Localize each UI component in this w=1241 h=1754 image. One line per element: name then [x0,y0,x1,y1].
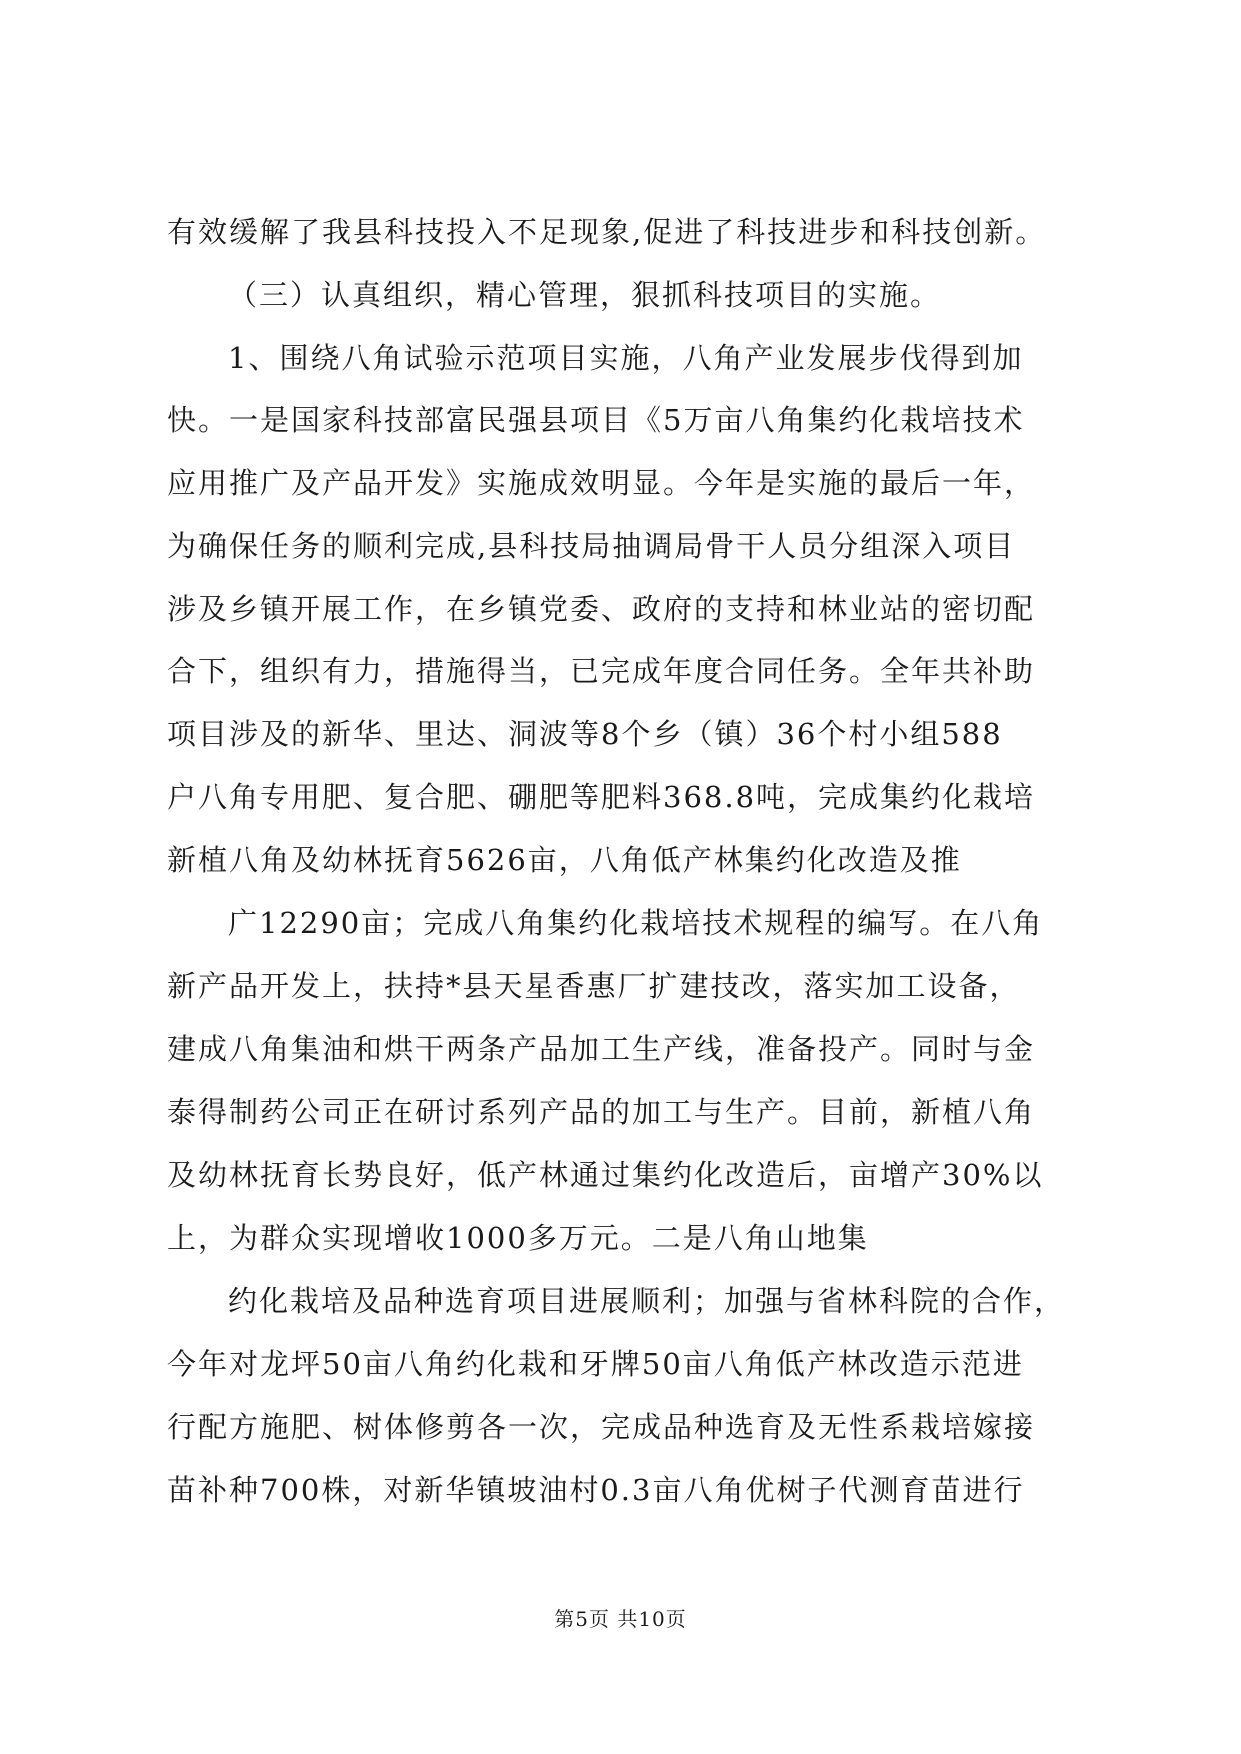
text-line-11: 新植八角及幼林抚育5626亩，八角低产林集约化改造及推 [167,843,962,877]
text-line-7: 涉及乡镇开展工作，在乡镇党委、政府的支持和林业站的密切配 [167,592,1036,626]
text-line-17: 上，为群众实现增收1000多万元。二是八角山地集 [167,1221,869,1255]
text-line-18: 约化栽培及品种选育项目进展顺利；加强与省林科院的合作， [228,1284,1066,1318]
text-line-16: 及幼林抚育长势良好，低产林通过集约化改造后，亩增产30%以 [167,1158,1044,1192]
page-number-footer: 第5页 共10页 [554,1607,687,1631]
text-line-4: 快。一是国家科技部富民强县项目《5万亩八角集约化栽培技术 [167,403,1025,437]
text-line-13: 新产品开发上，扶持*县天星香惠厂扩建技改，落实加工设备， [167,969,1021,1003]
text-line-14: 建成八角集油和烘干两条产品加工生产线，准备投产。同时与金 [167,1032,1036,1066]
text-line-5: 应用推广及产品开发》实施成效明显。今年是实施的最后一年， [167,466,1036,500]
section-heading: （三）认真组织，精心管理，狠抓科技项目的实施。 [228,278,942,312]
text-line-15: 泰得制药公司正在研讨系列产品的加工与生产。目前，新植八角 [167,1095,1036,1129]
text-line-12: 广12290亩；完成八角集约化栽培技术规程的编写。在八角 [228,906,1044,940]
text-line-20: 行配方施肥、树体修剪各一次，完成品种选育及无性系栽培嫁接 [167,1410,1036,1444]
text-line-3: 1、围绕八角试验示范项目实施，八角产业发展步伐得到加 [228,341,1024,375]
text-line-21: 苗补种700株，对新华镇坡油村0.3亩八角优树子代测育苗进行 [167,1473,1025,1507]
text-line-19: 今年对龙坪50亩八角约化栽和牙牌50亩八角低产林改造示范进 [167,1347,1024,1381]
text-line-6: 为确保任务的顺利完成,县科技局抽调局骨干人员分组深入项目 [167,529,1016,563]
text-line-10: 户八角专用肥、复合肥、硼肥等肥料368.8吨，完成集约化栽培 [167,780,1036,814]
text-line-1: 有效缓解了我县科技投入不足现象,促进了科技进步和科技创新。 [167,215,1047,249]
text-line-9: 项目涉及的新华、里达、洞波等8个乡（镇）36个村小组588 [167,717,1003,751]
text-line-8: 合下，组织有力，措施得当，已完成年度合同任务。全年共补助 [167,654,1036,688]
